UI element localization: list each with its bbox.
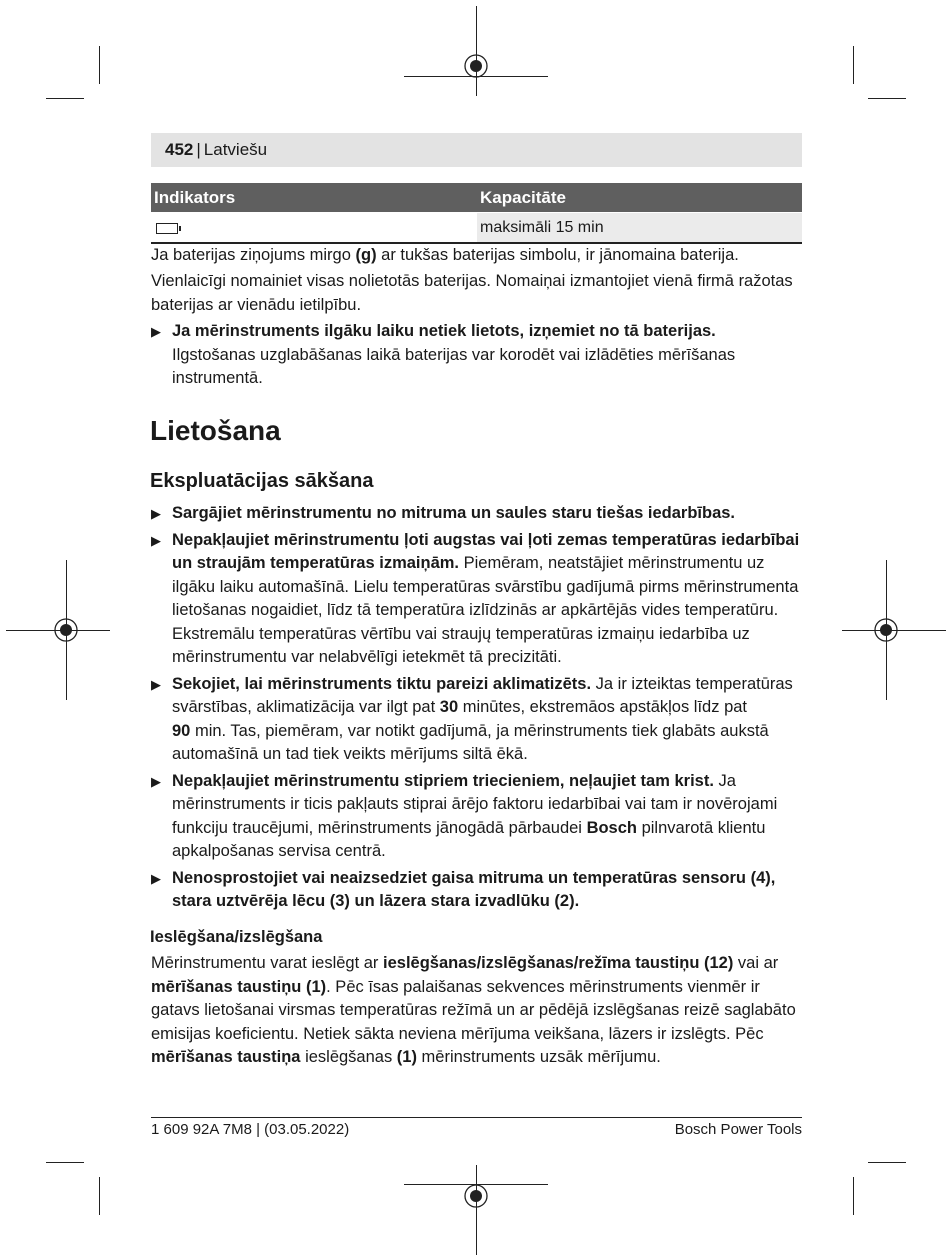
bullet-arrow-icon: ▶ [151, 773, 161, 789]
list-item: ▶ Nepakļaujiet mērinstrumentu ļoti augstas vai ļoti zemas temperatūras iedarbībai un straujām temperatūras izmaiņām. Piemēram, neatstājiet mērinstrumentu uz ilgāku laiku automašīnā. Lielu temperatūras svārstību gadījumā pirms mērinstrumenta lietošanas nogaidiet, līdz tā temperatūra izlīdzinās ar apkārtējās vides temperatūru. Ekstremālu temperatūras vērtību vai straujų temperatūras izmaiņu iedarbība uz mērinstrumentu var nelabvēlīgi ietekmēt tā precizitāti. [151, 530, 800, 666]
registration-mark-icon [873, 617, 899, 643]
list-item: ▶ Nepakļaujiet mērinstrumentu stipriem triecieniem, neļaujiet tam krist. Ja mērinstruments ir ticis pakļauts stiprai ārējo faktoru iedarbībai vai tam ir novērojami funkciju traucējumi, mērinstruments jānogādā pārbaudei Bosch pilnvarotā klientu apkalpošanas servisa centrā. [151, 771, 778, 860]
registration-mark-icon [463, 53, 489, 79]
page-header [151, 133, 802, 167]
battery-blink-paragraph: Ja baterijas ziņojums mirgo (g) ar tukšas baterijas simbolu, ir jānomaina baterija. [151, 246, 739, 264]
bullet-arrow-icon: ▶ [151, 324, 161, 339]
column-header-capacity: Kapacitāte [480, 187, 566, 207]
registration-mark-icon [463, 1183, 489, 1209]
crop-mark [853, 46, 854, 84]
table-row [151, 213, 802, 244]
page-number: 452 [165, 140, 194, 159]
header-language: Latviešu [203, 140, 268, 159]
footer-brand: Bosch Power Tools [674, 1121, 802, 1138]
safety-bullet: ▶ Ja mērinstruments ilgāku laiku netiek lietots, izņemiet no tā baterijas. Ilgstošanas uzglabāšanas laikā baterijas var korodēt vai izlādēties mērīšanas instrumentā. [151, 322, 736, 387]
table-header [151, 183, 802, 212]
battery-replace-paragraph: Vienlaicīgi nomainiet visas nolietotās baterijas. Nomaiņai izmantojiet vienā firmā ražotas baterijas ar vienādu ietilpību. [151, 272, 793, 314]
safety-bullet-list [151, 502, 806, 917]
crop-mark [99, 46, 100, 84]
battery-empty-icon [156, 223, 178, 234]
subsection-title: Ekspluatācijas sākšana [150, 470, 374, 492]
column-header-indicator: Indikators [154, 187, 236, 207]
crop-mark [868, 98, 906, 99]
list-item: ▶ Nenosprostojiet vai neaizsedziet gaisa mitruma un temperatūras sensoru (4), stara uztvērēja lēcu (3) un lāzera stara izvadlūku (2). [151, 868, 776, 910]
indicator-cell [151, 217, 477, 239]
header-separator: | [196, 140, 201, 159]
registration-mark-icon [53, 617, 79, 643]
crop-mark [476, 1165, 477, 1255]
list-item: ▶ Sekojiet, lai mērinstruments tiktu pareizi aklimatizēts. Ja ir izteiktas temperatūras svārstības, aklimatizācija var ilgt pat 30 minūtes, ekstremāos apstākļos līdz pat 90 min. Tas, piemēram, var notikt gadījumā, ja mērinstruments tiek glabāts aukstā automašīnā un tad tiek veikts mērījums siltā ēkā. [151, 674, 793, 763]
section-title: Lietošana [150, 415, 281, 446]
bullet-arrow-icon: ▶ [151, 532, 161, 548]
crop-mark [46, 98, 84, 99]
list-item: ▶ Sargājiet mērinstrumentu no mitruma un saules staru tiešas iedarbības. [151, 502, 806, 526]
bullet-arrow-icon: ▶ [151, 506, 161, 521]
capacity-cell: maksimāli 15 min [477, 213, 802, 242]
crop-mark [868, 1162, 906, 1163]
capacity-table [151, 183, 802, 244]
onoff-paragraph: Mērinstrumentu varat ieslēgt ar ieslēgšanas/izslēgšanas/režīma taustiņu (12) vai ar mērīšanas taustiņu (1). Pēc īsas palaišanas sekvences mērinstruments vienmēr ir gatavs lietošanai virsmas temperatūras režīmā un ar pēdējā izslēgšanas reizē saglabāto emisijas koeficientu. Netiek sākta neviena mērījuma veikšana, lāzers ir izslēgts. Pēc mērīšanas taustiņa ieslēgšanas (1) mērinstruments uzsāk mērījumu. [151, 954, 796, 1066]
crop-mark [476, 6, 477, 96]
crop-mark [99, 1177, 100, 1215]
crop-mark [853, 1177, 854, 1215]
footer-doc-id: 1 609 92A 7M8 | (03.05.2022) [151, 1121, 350, 1138]
crop-mark [46, 1162, 84, 1163]
bullet-arrow-icon: ▶ [151, 870, 161, 886]
onoff-heading: Ieslēgšana/izslēgšana [150, 928, 323, 946]
bullet-arrow-icon: ▶ [151, 676, 161, 692]
page-footer [151, 1117, 802, 1138]
